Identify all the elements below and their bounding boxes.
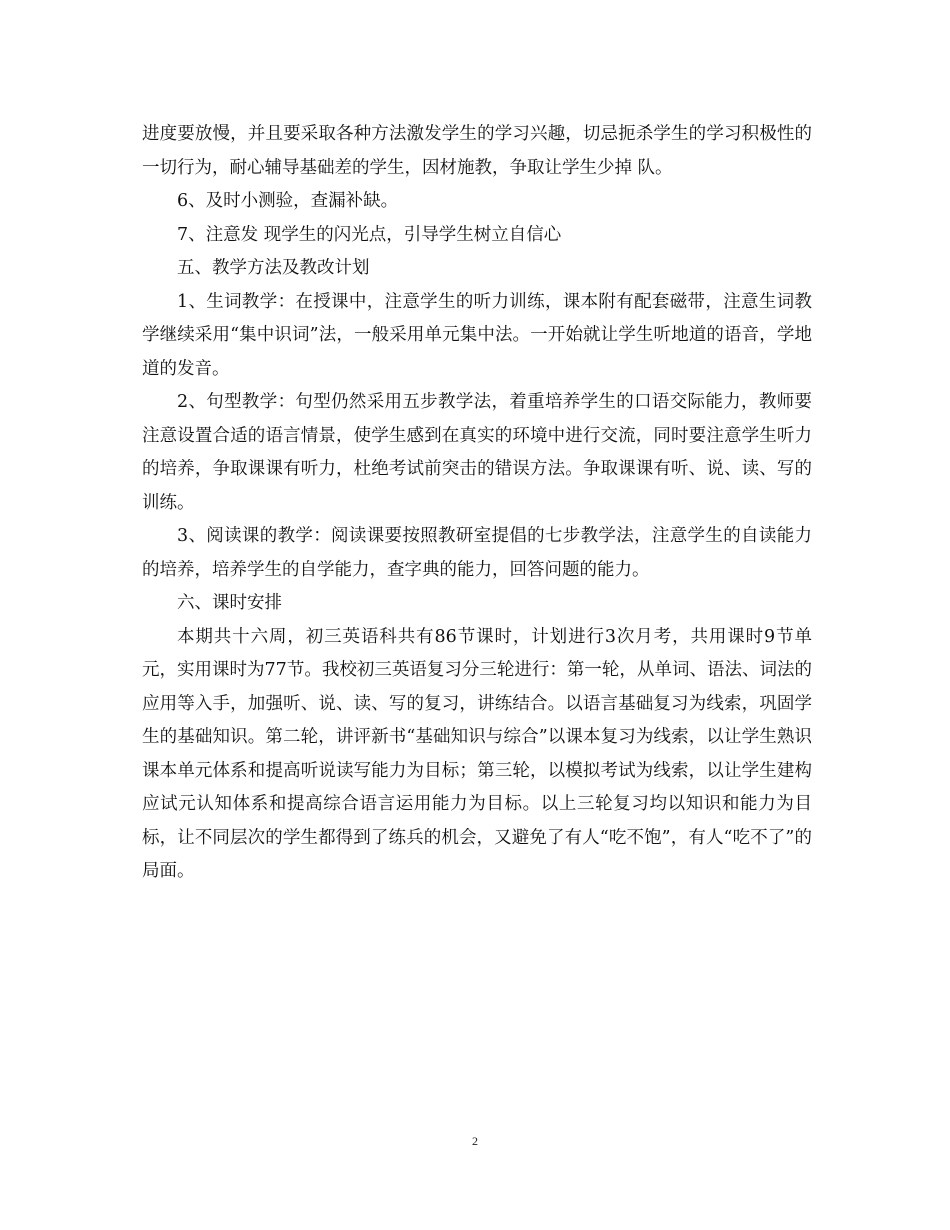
paragraph-reading-teaching: 3、阅读课的教学：阅读课要按照教研室提倡的七步教学法，注意学生的自读能力的培养，培养学生的自学能力，查字典的能力，回答问题的能力。 [142, 526, 812, 580]
section-heading-schedule: 六、课时安排 [177, 593, 282, 613]
paragraph-item-7: 7、注意发 现学生的闪光点，引导学生树立自信心 [177, 224, 562, 245]
document-body [142, 118, 812, 889]
section-heading-teaching-methods: 五、教学方法及教改计划 [177, 258, 370, 278]
paragraph-continuation: 进度要放慢，并且要采取各种方法激发学生的学习兴趣，切忌扼杀学生的学习积极性的一切行为，耐心辅导基础差的学生，因材施教，争取让学生少掉 队。 [142, 124, 812, 178]
paragraph-vocabulary-teaching: 1、生词教学：在授课中，注意学生的听力训练，课本附有配套磁带，注意生词教学继续采用“集中识词”法，一般采用单元集中法。一开始就让学生听地道的语音，学地道的发音。 [142, 291, 812, 379]
paragraph-schedule: 本期共十六周，初三英语科共有86节课时，计划进行3次月考，共用课时9节单元，实用课时为77节。我校初三英语复习分三轮进行：第一轮，从单词、语法、词法的应用等入手，加强听、说、读、写的复习，讲练结合。以语言基础复习为线索，巩固学生的基础知识。第二轮，讲评新书“基础知识与综合”以课本复习为线索，以让学生熟识课本单元体系和提高听说读写能力为目标；第三轮，以模拟考试为线索，以让学生建构应试元认知体系和提高综合语言运用能力为目标。以上三轮复习均以知识和能力为目标，让不同层次的学生都得到了练兵的机会，又避免了有人“吃不饱”，有人“吃不了”的局面。 [142, 626, 812, 881]
paragraph-sentence-teaching: 2、句型教学：句型仍然采用五步教学法，着重培养学生的口语交际能力，教师要注意设置合适的语言情景，使学生感到在真实的环境中进行交流，同时要注意学生听力的培养，争取课课有听力，杜绝考试前突击的错误方法。争取课课有听、说、读、写的训练。 [142, 392, 812, 513]
paragraph-item-6: 6、及时小测验，查漏补缺。 [177, 191, 399, 211]
page-number: 2 [472, 1134, 478, 1148]
